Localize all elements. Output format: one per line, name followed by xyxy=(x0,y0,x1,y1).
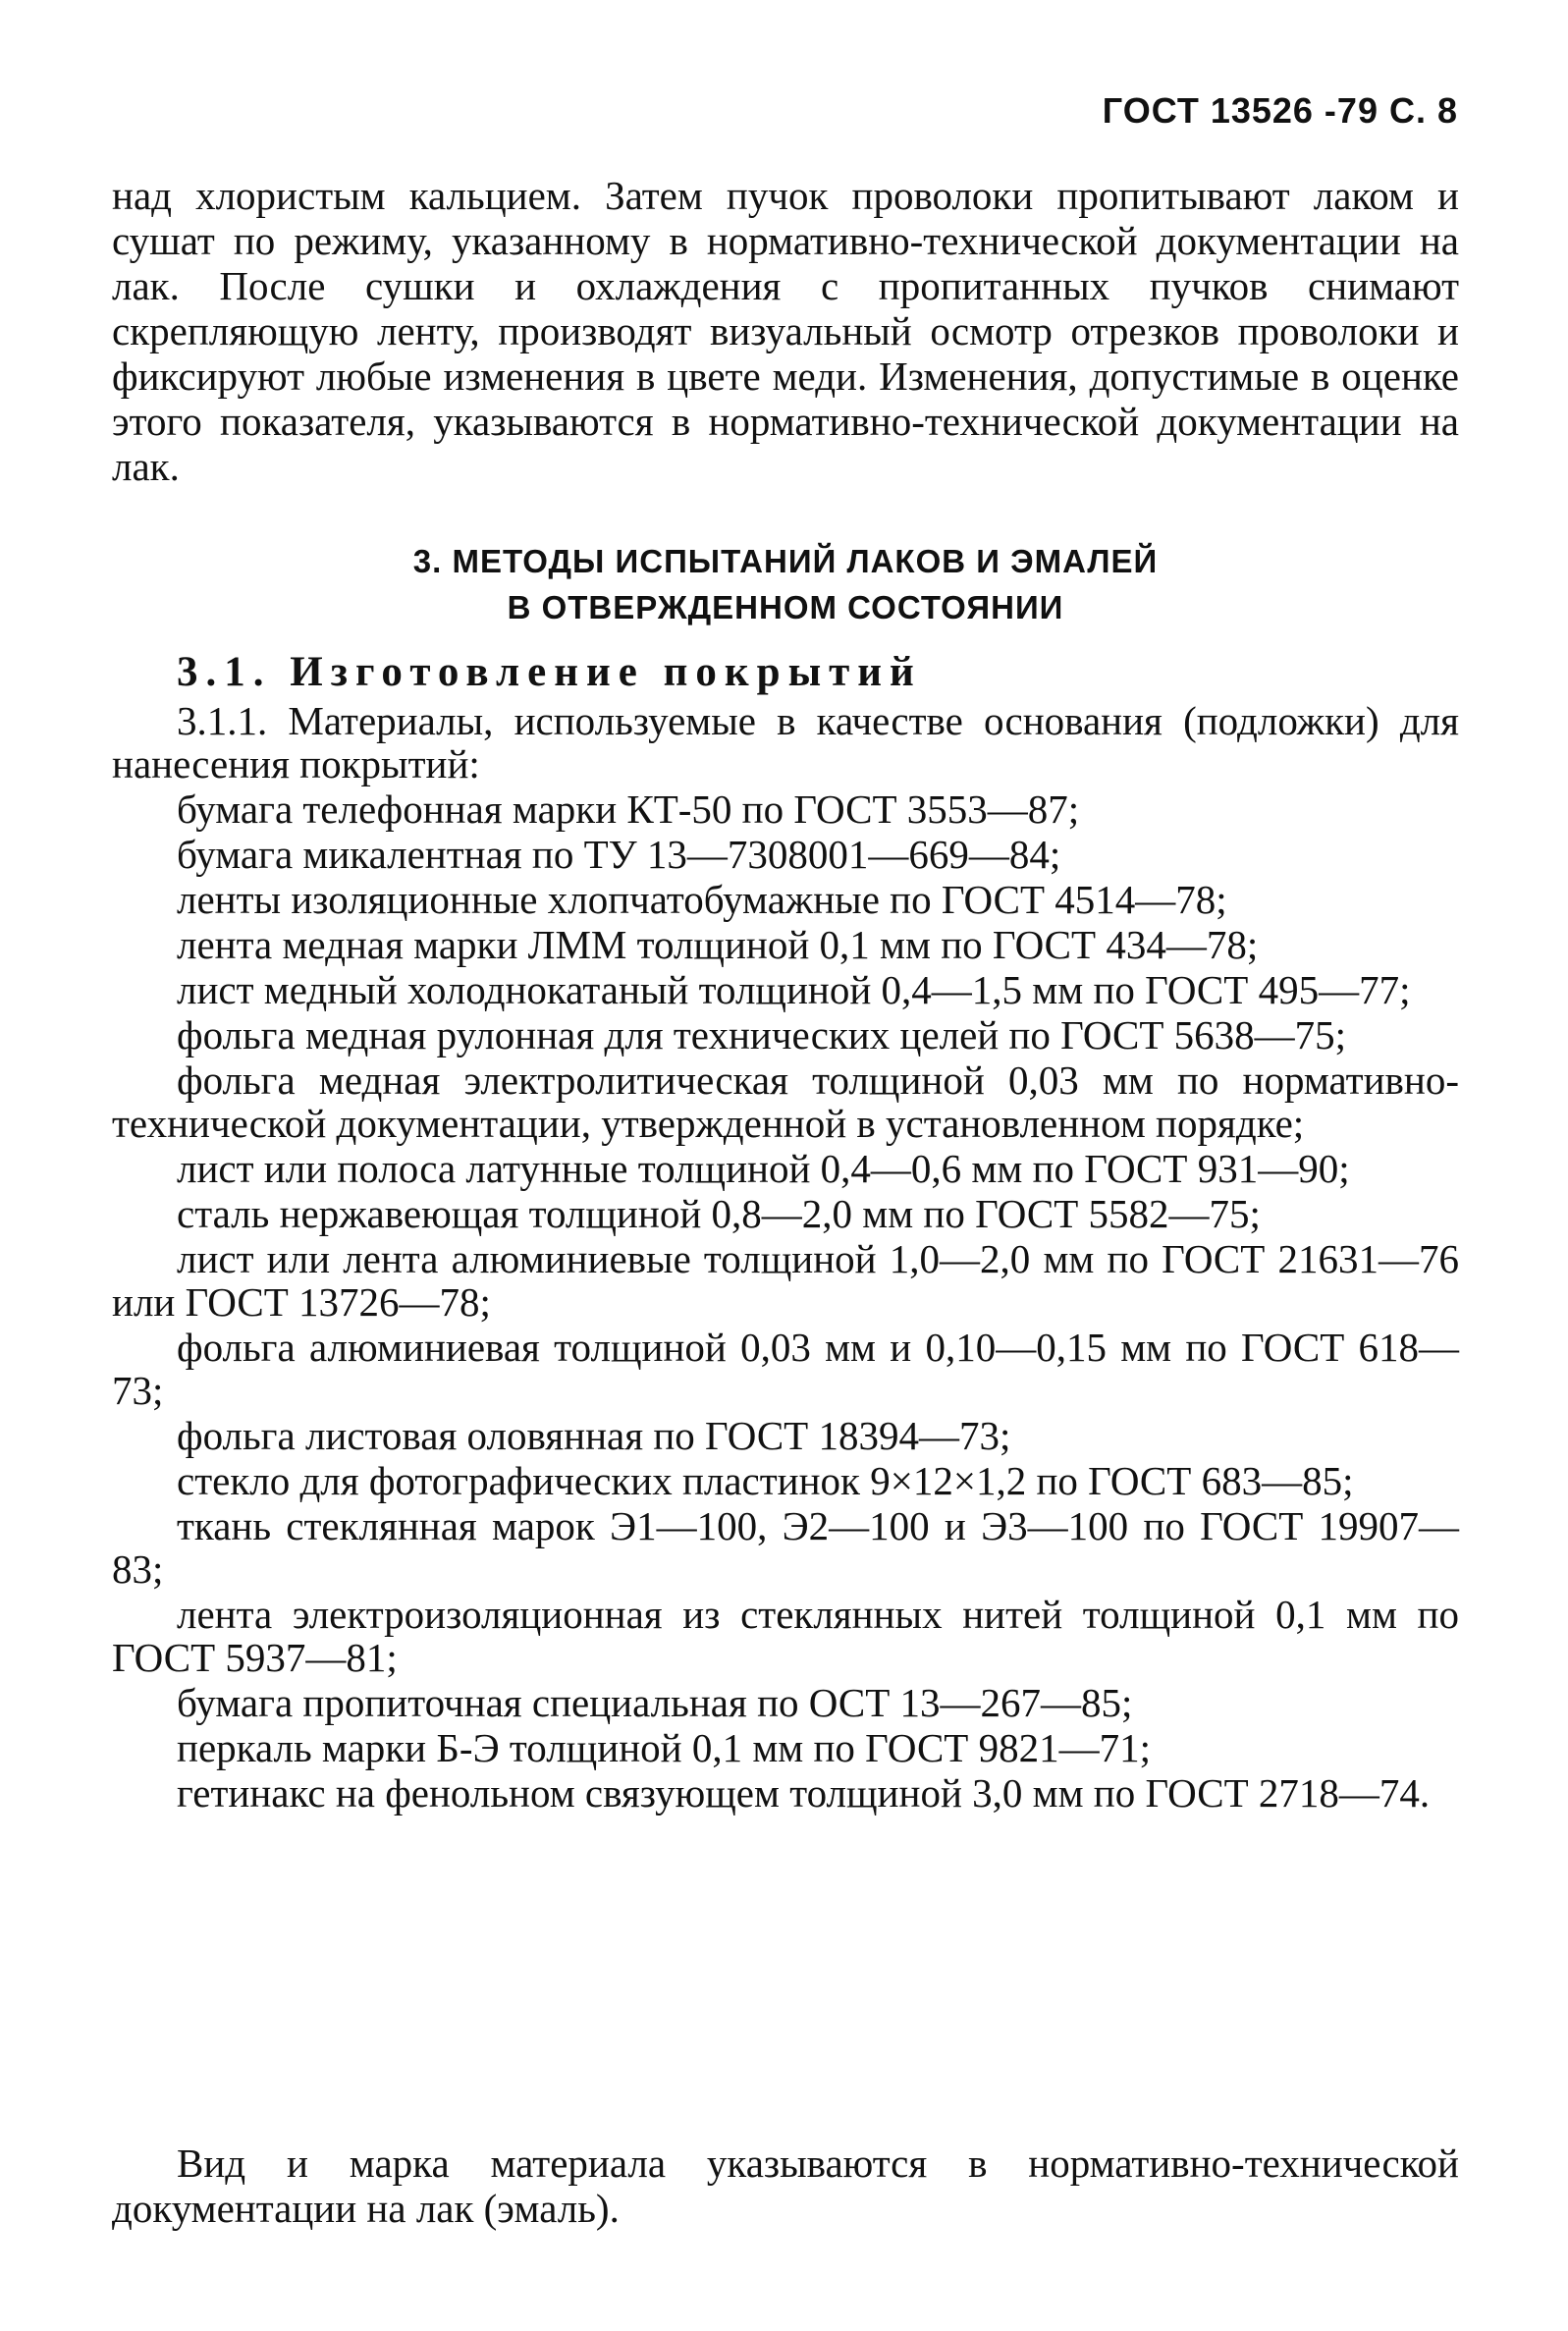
material-item: лента медная марки ЛММ толщиной 0,1 мм по ГОСТ 434—78; xyxy=(177,922,1259,967)
material-item: перкаль марки Б-Э толщиной 0,1 мм по ГОСТ 9821—71; xyxy=(177,1725,1151,1770)
material-item: фольга листовая оловянная по ГОСТ 18394—73; xyxy=(177,1413,1011,1458)
material-item: лента электроизоляционная из стеклянных нитей толщиной 0,1 мм по ГОСТ 5937—81; xyxy=(112,1592,1459,1680)
material-item: ткань стеклянная марок Э1—100, Э2—100 и Э3—100 по ГОСТ 19907—83; xyxy=(112,1503,1459,1592)
material-item: фольга алюминиевая толщиной 0,03 мм и 0,10—0,15 мм по ГОСТ 618—73; xyxy=(112,1325,1459,1413)
running-header: ГОСТ 13526 -79 С. 8 xyxy=(1102,90,1458,131)
material-item: сталь нержавеющая толщиной 0,8—2,0 мм по ГОСТ 5582—75; xyxy=(177,1191,1261,1236)
material-item: ленты изоляционные хлопчатобумажные по ГОСТ 4514—78; xyxy=(177,877,1227,922)
material-item: бумага пропиточная специальная по ОСТ 13—267—85; xyxy=(177,1680,1133,1725)
material-item: лист или полоса латунные толщиной 0,4—0,6 мм по ГОСТ 931—90; xyxy=(177,1146,1350,1191)
intro-paragraph: над хлористым кальцием. Затем пучок проволоки пропитывают лаком и сушат по режиму, указанному в нормативно-технической документации на лак. После сушки и охлаждения с пропитанных пучков снимают скрепляющую ленту, производят визуальный осмотр отрезков проволоки и фиксируют любые изменения в цвете меди. Изменения, допустимые в оценке этого показателя, указываются в нормативно-технической документации на лак. xyxy=(112,173,1459,489)
material-item: бумага телефонная марки КТ-50 по ГОСТ 3553—87; xyxy=(177,786,1080,832)
material-item: лист медный холоднокатаный толщиной 0,4—1,5 мм по ГОСТ 495—77; xyxy=(177,967,1411,1012)
section-heading xyxy=(112,538,1459,630)
closing-paragraph: Вид и марка материала указываются в нормативно-технической документации на лак (эмаль). xyxy=(112,2141,1459,2231)
section-heading-line-2: В ОТВЕРЖДЕННОМ СОСТОЯНИИ xyxy=(507,589,1064,625)
material-item: фольга медная рулонная для технических целей по ГОСТ 5638—75; xyxy=(177,1012,1347,1057)
material-item: стекло для фотографических пластинок 9×12×1,2 по ГОСТ 683—85; xyxy=(177,1458,1354,1503)
clause-3-1-1: 3.1.1. Материалы, используемые в качестве основания (подложки) для нанесения покрытий: xyxy=(112,698,1459,786)
material-item: бумага микалентная по ТУ 13—7308001—669—84; xyxy=(177,832,1061,877)
subsection-title: 3.1. Изготовление покрытий xyxy=(177,649,922,695)
material-item: гетинакс на фенольном связующем толщиной 3,0 мм по ГОСТ 2718—74. xyxy=(177,1770,1431,1816)
material-item: фольга медная электролитическая толщиной 0,03 мм по нормативно-технической документации, утвержденной в установленном порядке; xyxy=(112,1057,1459,1146)
material-item: лист или лента алюминиевые толщиной 1,0—2,0 мм по ГОСТ 21631—76 или ГОСТ 13726—78; xyxy=(112,1236,1459,1325)
section-heading-line-1: 3. МЕТОДЫ ИСПЫТАНИЙ ЛАКОВ И ЭМАЛЕЙ xyxy=(412,543,1159,579)
materials-list xyxy=(112,787,1459,1816)
